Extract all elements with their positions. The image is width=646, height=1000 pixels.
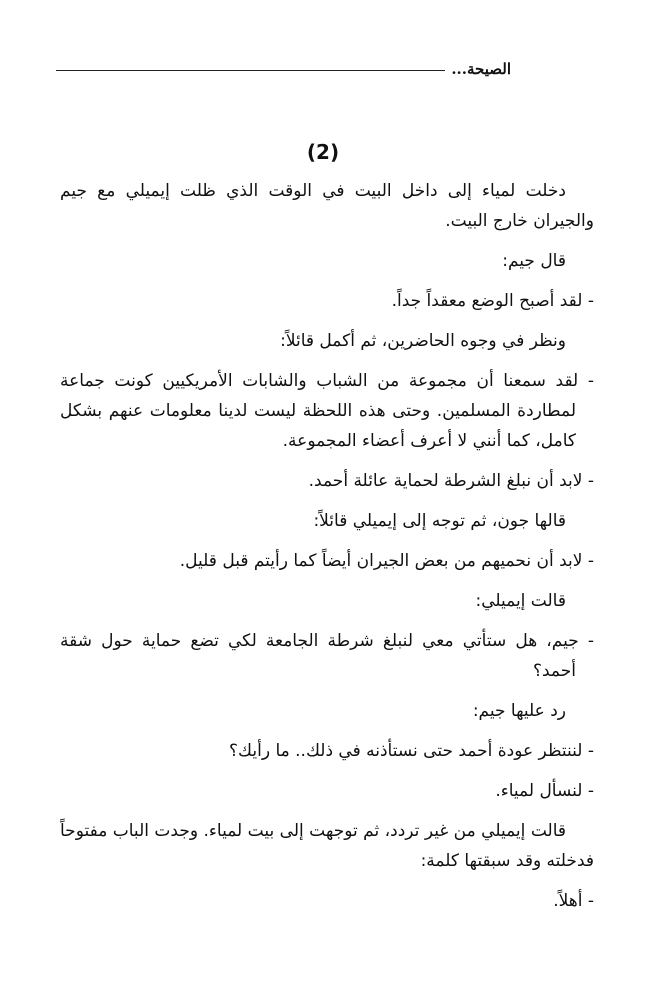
- book-title: الصيحة...: [451, 60, 511, 78]
- dialogue-line: - لابد أن نبلغ الشرطة لحماية عائلة أحمد.: [308, 471, 594, 491]
- dialogue-line: - لابد أن نحميهم من بعض الجيران أيضاً كما رأيتم قبل قليل.: [179, 551, 594, 571]
- dialogue-line: - جيم، هل ستأتي معي لنبلغ شرطة الجامعة لكي تضع حماية حول شقة أحمد؟: [60, 631, 594, 681]
- paragraph: رد عليها جيم:: [472, 701, 566, 721]
- paragraph: ونظر في وجوه الحاضرين، ثم أكمل قائلاً:: [280, 331, 566, 351]
- paragraph: دخلت لمياء إلى داخل البيت في الوقت الذي ظلت إيميلي مع جيم والجيران خارج البيت.: [60, 181, 594, 231]
- body-text: [60, 176, 594, 916]
- dialogue-line: - لقد سمعنا أن مجموعة من الشباب والشابات الأمريكيين كونت جماعة لمطاردة المسلمين. وحتى هذه اللحظة ليست لدينا معلومات عنهم بشكل كامل، كما أنني لا أعرف أعضاء المجموعة.: [60, 371, 594, 451]
- paragraph: قالت إيميلي:: [475, 591, 566, 611]
- dialogue-line: - لننتظر عودة أحمد حتى نستأذنه في ذلك.. ما رأيك؟: [229, 741, 594, 761]
- dialogue-line: - أهلاً.: [553, 891, 594, 911]
- paragraph: قالت إيميلي من غير تردد، ثم توجهت إلى بيت لمياء. وجدت الباب مفتوحاً فدخلته وقد سبقتها كلمة:: [60, 821, 594, 871]
- dialogue-line: - لقد أصبح الوضع معقداً جداً.: [391, 291, 594, 311]
- chapter-number: (2): [306, 140, 340, 164]
- running-header: [56, 60, 511, 78]
- paragraph: قالها جون، ثم توجه إلى إيميلي قائلاً:: [313, 511, 566, 531]
- header-rule: [56, 70, 445, 71]
- paragraph: قال جيم:: [502, 251, 566, 271]
- dialogue-line: - لنسأل لمياء.: [495, 781, 594, 801]
